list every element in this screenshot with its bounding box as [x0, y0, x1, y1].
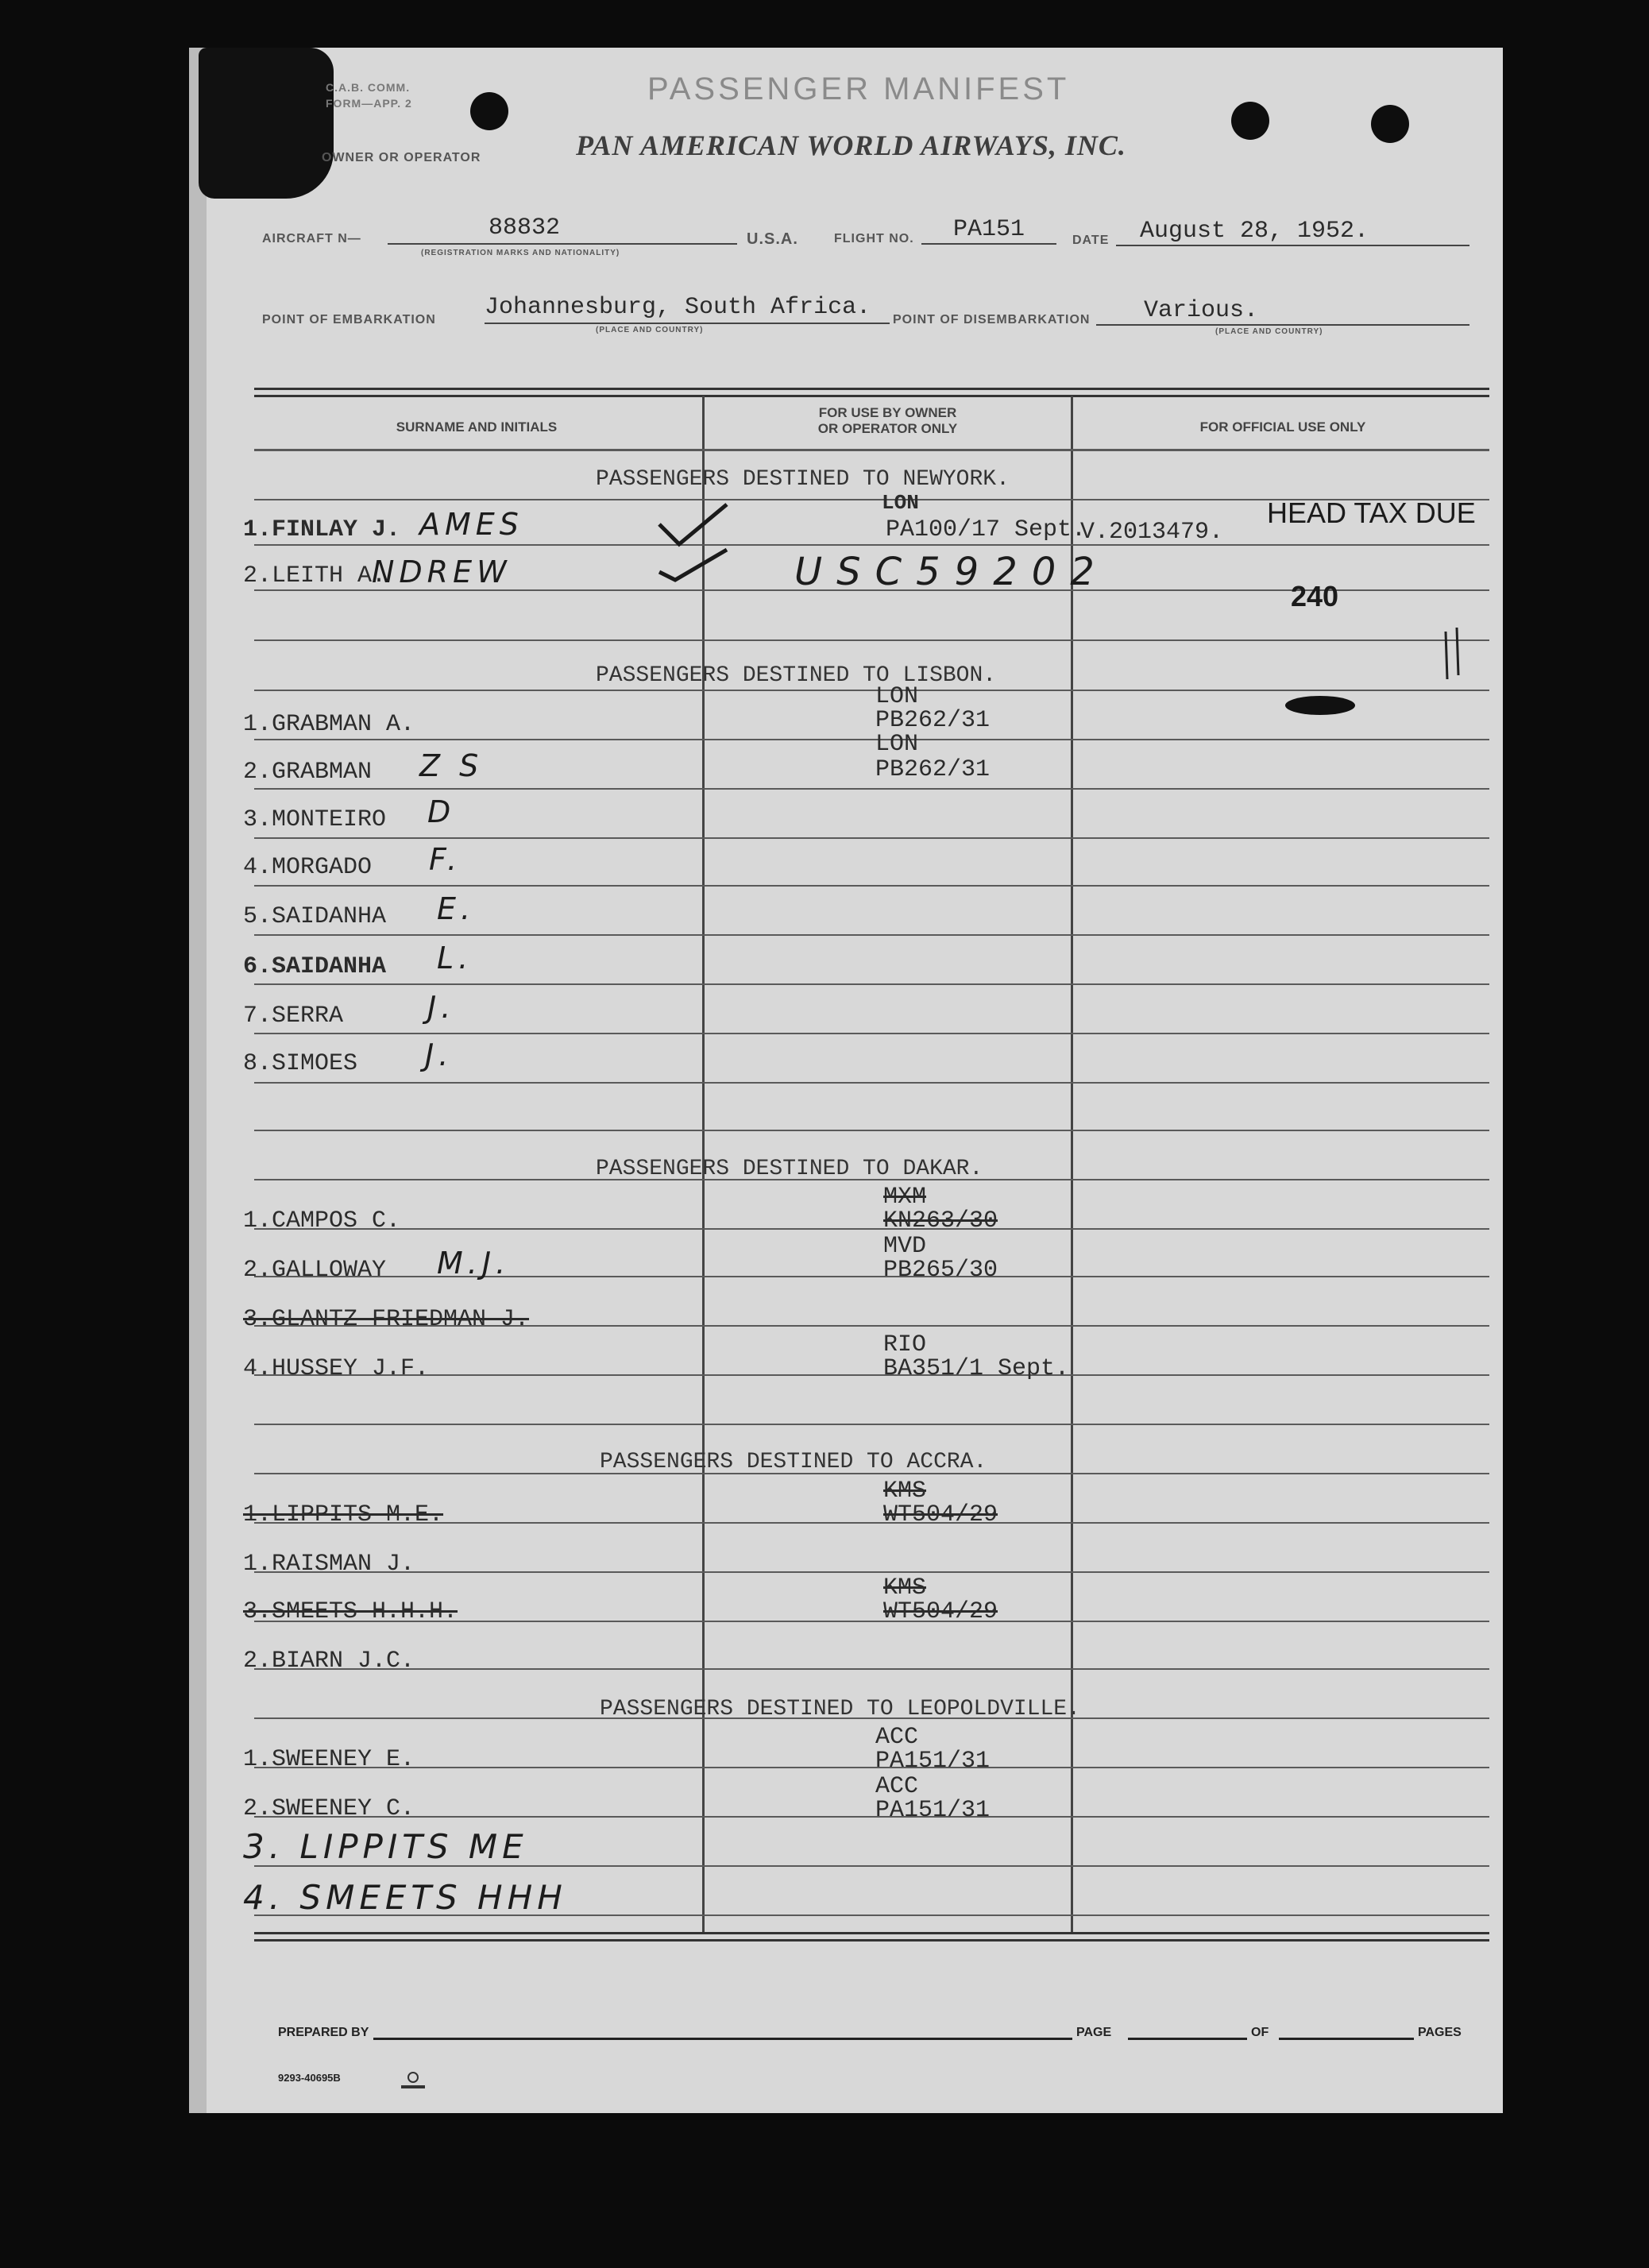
of-line — [1279, 2038, 1414, 2040]
official-visa: V.2013479. — [1080, 519, 1224, 546]
prepared-by-label: PREPARED BY — [278, 2026, 369, 2039]
head-tax-stamp: HEAD TAX DUE — [1267, 496, 1476, 529]
operator-code: RIO — [883, 1331, 927, 1358]
operator-code: ACC — [875, 1724, 919, 1751]
operator-code: KMS — [883, 1574, 927, 1602]
embarkation-label: POINT OF EMBARKATION — [262, 313, 436, 326]
form-app-label: FORM—APP. 2 — [326, 97, 412, 110]
pages-label: PAGES — [1418, 2026, 1462, 2039]
disembarkation-line — [1096, 324, 1469, 326]
usa-label: U.S.A. — [747, 230, 798, 248]
embarkation-line — [485, 323, 929, 324]
handwritten-initials: Z S — [419, 748, 484, 783]
passenger-name: 8.SIMOES — [243, 1050, 358, 1077]
date-label: DATE — [1072, 234, 1110, 247]
airline-name: PAN AMERICAN WORLD AIRWAYS, INC. — [576, 129, 1126, 161]
passenger-name-struck: 3.GLANTZ FRIEDMAN J. — [243, 1306, 530, 1333]
printer-mark-icon — [393, 2069, 433, 2092]
handwritten-passenger: 3. LIPPITS ME — [243, 1827, 528, 1866]
passenger-name: 2.BIARN J.C. — [243, 1648, 415, 1675]
form-number: 9293-40695B — [278, 2072, 341, 2084]
handwritten-initials: L. — [437, 941, 473, 976]
passenger-name: 6.SAIDANHA — [243, 953, 387, 980]
handwritten-passenger: 4. SMEETS HHH — [243, 1878, 567, 1917]
owner-operator-label: OWNER OR OPERATOR — [322, 151, 481, 164]
check-mark-icon — [651, 493, 739, 588]
section-accra: PASSENGERS DESTINED TO ACCRA. — [600, 1450, 987, 1474]
section-lisbon: PASSENGERS DESTINED TO LISBON. — [596, 663, 997, 688]
handwritten-initials: F. — [429, 842, 462, 877]
disembarkation-value: Various. — [1144, 297, 1259, 324]
page-label: PAGE — [1076, 2026, 1112, 2039]
handwritten-name: NDREW — [372, 554, 512, 589]
operator-flight: PA100/17 Sept. — [886, 516, 1087, 543]
page-title: PASSENGER MANIFEST — [647, 71, 1070, 106]
passenger-name: 1.GRABMAN A. — [243, 711, 415, 738]
passenger-name: 5.SAIDANHA — [243, 903, 387, 930]
disembarkation-label: POINT OF DISEMBARKATION — [890, 313, 1090, 327]
handwritten-initials: D — [427, 794, 456, 829]
passenger-name: 3.MONTEIRO — [243, 806, 387, 833]
col-header-surname: SURNAME AND INITIALS — [396, 419, 558, 435]
operator-code: ACC — [875, 1773, 919, 1800]
table-bottom-rule — [254, 1932, 1489, 1934]
passenger-name: 4.MORGADO — [243, 854, 373, 881]
pencil-tick-icon — [1438, 624, 1469, 687]
operator-flight: PB262/31 — [875, 707, 991, 734]
passenger-name: 1.CAMPOS C. — [243, 1207, 401, 1234]
operator-flight: PB262/31 — [875, 756, 991, 783]
passenger-name: 1.SWEENEY E. — [243, 1746, 415, 1773]
table-top-rule — [254, 395, 1489, 397]
operator-flight: KN263/30 — [883, 1207, 998, 1234]
operator-code: KMS — [883, 1478, 927, 1505]
operator-code: LON — [882, 491, 919, 515]
embarkation-note: (PLACE AND COUNTRY) — [596, 326, 704, 334]
handwritten-initials: J. — [425, 1037, 454, 1072]
section-leopoldville: PASSENGERS DESTINED TO LEOPOLDVILLE. — [600, 1697, 1080, 1721]
flight-label: FLIGHT NO. — [834, 232, 914, 245]
table-bottom-rule — [254, 1939, 1489, 1942]
head-tax-amount: 240 — [1291, 580, 1339, 612]
section-dakar: PASSENGERS DESTINED TO DAKAR. — [596, 1157, 983, 1181]
operator-flight: BA351/1 Sept. — [883, 1355, 1070, 1382]
aircraft-note: (REGISTRATION MARKS AND NATIONALITY) — [421, 249, 620, 257]
header-rule — [254, 449, 1489, 451]
passenger-name: 2.LEITH A. — [243, 562, 387, 589]
col-header-operator-1: FOR USE BY OWNER — [818, 405, 957, 420]
table-top-rule — [254, 388, 1489, 390]
passenger-name: 4.HUSSEY J.F. — [243, 1355, 430, 1382]
passenger-name: 1.RAISMAN J. — [243, 1551, 415, 1578]
aircraft-number: 88832 — [489, 214, 561, 241]
aircraft-line — [388, 243, 737, 245]
handwritten-initials: J. — [427, 990, 456, 1025]
section-newyork: PASSENGERS DESTINED TO NEWYORK. — [596, 467, 1010, 492]
passenger-name: 2.GRABMAN — [243, 759, 373, 786]
passenger-name: 2.GALLOWAY — [243, 1257, 387, 1284]
passenger-name-struck: 1.LIPPITS M.E. — [243, 1501, 444, 1528]
flight-date: August 28, 1952. — [1140, 218, 1369, 245]
passenger-name-struck: 3.SMEETS H.H.H. — [243, 1598, 458, 1625]
operator-code: MXM — [883, 1184, 927, 1211]
prepared-line — [373, 2038, 1072, 2040]
page-line — [1128, 2038, 1247, 2040]
of-label: OF — [1251, 2026, 1269, 2039]
passenger-name: 7.SERRA — [243, 1003, 344, 1030]
operator-code: LON — [875, 731, 919, 758]
operator-code: MVD — [883, 1233, 927, 1260]
punch-hole — [1371, 105, 1409, 143]
col-header-official: FOR OFFICIAL USE ONLY — [1199, 419, 1366, 435]
operator-flight: PA151/31 — [875, 1748, 991, 1775]
ink-scribble-icon — [1280, 691, 1360, 723]
punch-hole — [470, 92, 508, 130]
disembarkation-note: (PLACE AND COUNTRY) — [1215, 327, 1323, 336]
handwritten-initials: E. — [437, 891, 476, 926]
handwritten-name: AMES — [419, 507, 523, 542]
aircraft-label: AIRCRAFT N— — [262, 232, 361, 245]
manifest-sheet — [189, 48, 1503, 2113]
operator-flight: PA151/31 — [875, 1797, 991, 1824]
torn-corner-blot — [199, 48, 334, 199]
punch-hole — [1231, 102, 1269, 140]
operator-flight: PB265/30 — [883, 1257, 998, 1284]
flight-number: PA151 — [953, 216, 1025, 243]
embarkation-value: Johannesburg, South Africa. — [485, 294, 871, 321]
flight-line — [921, 243, 1056, 245]
operator-code: LON — [875, 683, 919, 710]
col-header-operator-2: OR OPERATOR ONLY — [817, 421, 958, 436]
form-comm-label: C.A.B. COMM. — [326, 81, 411, 94]
handwritten-initials: M.J. — [437, 1246, 511, 1281]
operator-flight: WT504/29 — [883, 1501, 998, 1528]
passenger-name: 1.FINLAY J. — [243, 516, 401, 543]
date-line — [1116, 245, 1469, 246]
operator-flight: WT504/29 — [883, 1598, 998, 1625]
passenger-name: 2.SWEENEY C. — [243, 1795, 415, 1822]
handwritten-ticket: USC59202 — [794, 550, 1109, 594]
